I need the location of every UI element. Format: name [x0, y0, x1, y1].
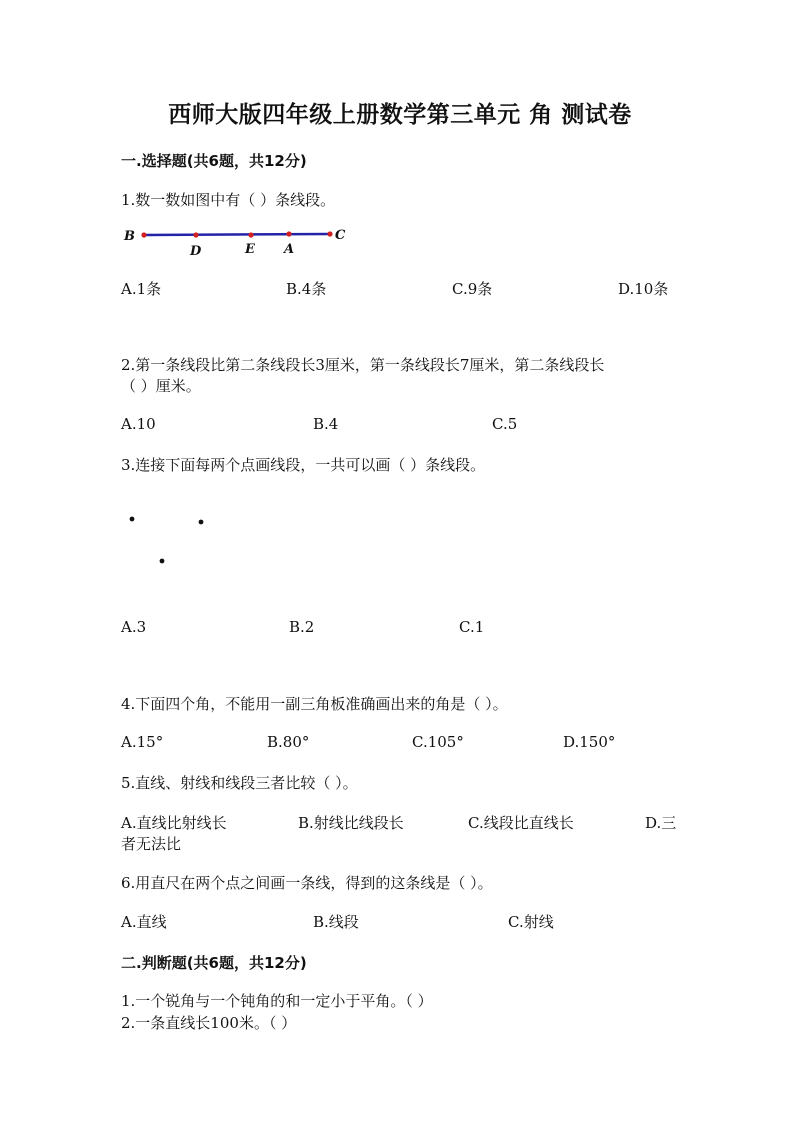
dot-3	[160, 559, 165, 564]
question-5-text: 5.直线、射线和线段三者比较（ ）。	[121, 774, 358, 792]
question-3-text: 3.连接下面每两个点画线段，一共可以画（ ）条线段。	[121, 456, 486, 474]
label-a: A	[284, 242, 295, 257]
q4-option-c: C.105°	[412, 733, 464, 751]
section-heading-judgment: 二.判断题(共6题，共12分)	[121, 954, 307, 972]
section-heading-choice: 一.选择题(共6题，共12分)	[121, 152, 307, 170]
q2-option-a: A.10	[121, 415, 156, 433]
question-2-text-line1: 2.第一条线段比第二条线段长3厘米，第一条线段长7厘米，第二条线段长	[121, 356, 605, 374]
label-c: C	[335, 228, 346, 243]
q1-option-d: D.10条	[618, 280, 669, 298]
q4-option-a: A.15°	[121, 733, 164, 751]
q2-option-b: B.4	[313, 415, 339, 433]
q6-option-c: C.射线	[508, 913, 554, 931]
q6-option-b: B.线段	[313, 913, 359, 931]
question-2-text-line2: （ ）厘米。	[121, 377, 201, 395]
q6-option-a: A.直线	[121, 913, 167, 931]
judgment-2-text: 2.一条直线长100米。（ ）	[121, 1014, 297, 1032]
dot-2	[199, 520, 204, 525]
judgment-1-text: 1.一个锐角与一个钝角的和一定小于平角。（ ）	[121, 992, 433, 1010]
q2-option-c: C.5	[492, 415, 518, 433]
q3-option-b: B.2	[289, 618, 315, 636]
q5-option-d-wrap: 者无法比	[121, 835, 182, 853]
q5-option-a: A.直线比射线长	[121, 814, 227, 832]
q1-option-b: B.4条	[286, 280, 327, 298]
label-e: E	[245, 242, 255, 257]
point-b	[141, 232, 146, 237]
question-6-text: 6.用直尺在两个点之间画一条线，得到的这条线是（ ）。	[121, 874, 493, 892]
q3-option-c: C.1	[459, 618, 485, 636]
point-a	[286, 231, 291, 236]
q5-option-b: B.射线比线段长	[298, 814, 404, 832]
point-d	[193, 232, 198, 237]
label-d: D	[190, 244, 202, 259]
q3-option-a: A.3	[121, 618, 147, 636]
question-4-text: 4.下面四个角，不能用一副三角板准确画出来的角是（ ）。	[121, 695, 508, 713]
question-1-text: 1.数一数如图中有（ ）条线段。	[121, 191, 336, 209]
q4-option-d: D.150°	[563, 733, 616, 751]
q5-option-c: C.线段比直线长	[468, 814, 574, 832]
three-points-figure	[125, 510, 215, 570]
page-title: 西师大版四年级上册数学第三单元 角 测试卷	[168, 101, 632, 128]
point-c	[327, 231, 332, 236]
q1-option-c: C.9条	[452, 280, 493, 298]
dot-1	[130, 517, 135, 522]
label-b: B	[124, 229, 135, 244]
segment-line	[144, 234, 330, 235]
point-e	[248, 232, 253, 237]
line-segment-figure	[118, 220, 358, 262]
q1-option-a: A.1条	[121, 280, 162, 298]
q5-option-d: D.三	[645, 814, 677, 832]
q4-option-b: B.80°	[267, 733, 310, 751]
